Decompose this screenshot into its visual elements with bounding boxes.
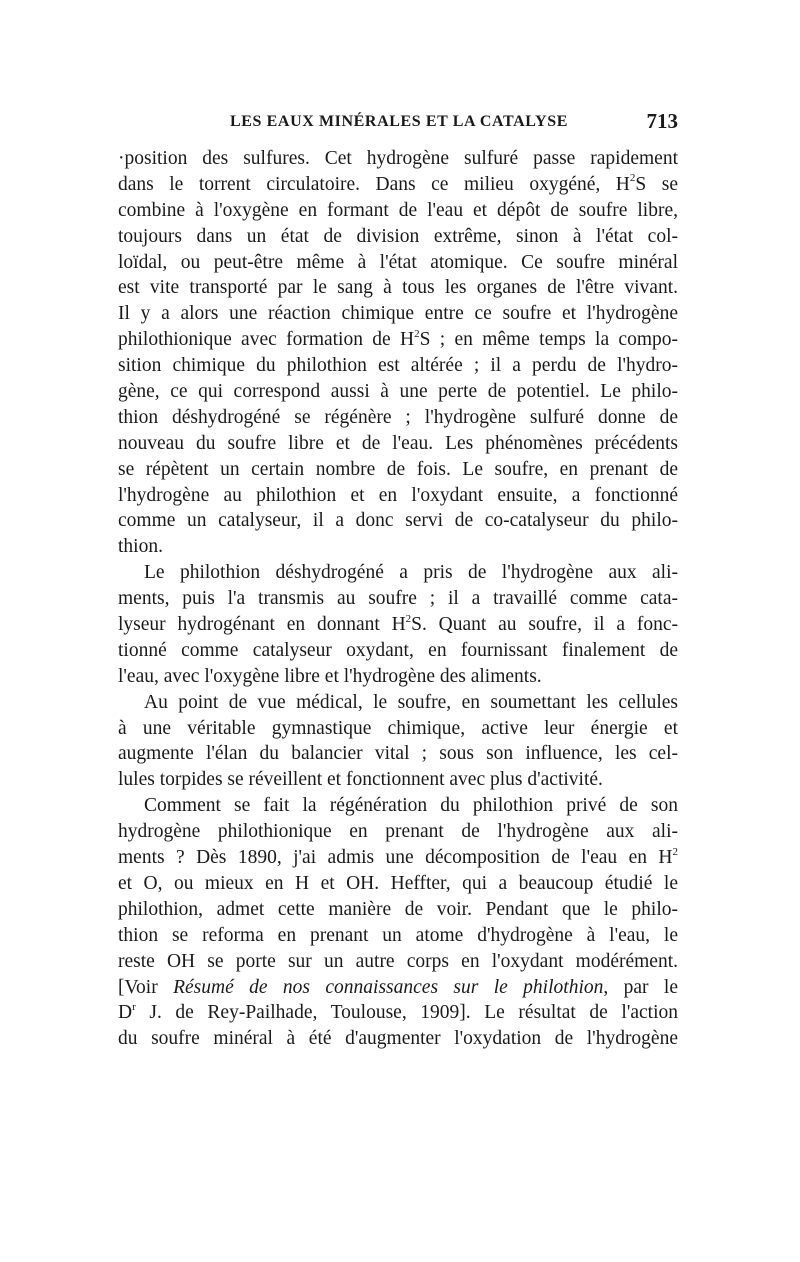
text-line: Il y a alors une réaction chimique entre ce soufre et l'hydrogène: [118, 303, 678, 325]
text-line: comme un catalyseur, il a donc servi de co-catalyseur du philo-: [118, 510, 678, 532]
text-line: thion se reforma en prenant un atome d'hydrogène à l'eau, le: [118, 924, 678, 946]
text-line: reste OH se porte sur un autre corps en l'oxydant modérément.: [118, 950, 678, 972]
text-line: l'hydrogène au philothion et en l'oxydant ensuite, a fonctionné: [118, 484, 678, 506]
text-line: ments ? Dès 1890, j'ai admis une décomposition de l'eau en $H^2$: [118, 845, 678, 869]
text-line: thion déshydrogéné se régénère ; l'hydrogène sulfuré donne de: [118, 406, 678, 428]
page-number: 713: [646, 109, 678, 133]
text-line: augmente l'élan du balancier vital ; sous son influence, les cel-: [118, 743, 678, 765]
text-line: loïdal, ou peut-être même à l'état atomique. Ce soufre minéral: [118, 251, 678, 273]
text-line: l'eau, avec l'oxygène libre et l'hydrogène des aliments.: [118, 665, 542, 687]
text-line: nouveau du soufre libre et de l'eau. Les phénomènes précédents: [118, 432, 678, 454]
text-line: ·position des sulfures. Cet hydrogène sulfuré passe rapidement: [118, 148, 678, 169]
text-line: Au point de vue médical, le soufre, en soumettant les cellules: [144, 691, 678, 713]
text-line: hydrogène philothionique en prenant de l'hydrogène aux ali-: [118, 821, 678, 843]
text-line: ments, puis l'a transmis au soufre ; il a travaillé comme cata-: [118, 588, 678, 610]
text-line: sition chimique du philothion est altérée ; il a perdu de l'hydro-: [118, 355, 678, 377]
text-line: $D^r$ J. de Rey-Pailhade, Toulouse, 1909]. Le résultat de l'action: [118, 1000, 678, 1024]
text-line: combine à l'oxygène en formant de l'eau et dépôt de soufre libre,: [118, 199, 678, 221]
text-line: à une véritable gymnastique chimique, active leur énergie et: [118, 717, 678, 739]
text-line: se répètent un certain nombre de fois. Le soufre, en prenant de: [118, 458, 678, 480]
body-text: [118, 146, 678, 1052]
text-line: lyseur hydrogénant en donnant $H^2S$. Quant au soufre, il a fonc-: [118, 612, 678, 636]
text-line: lules torpides se réveillent et fonctionnent avec plus d'activité.: [118, 769, 603, 791]
text-line: Le philothion déshydrogéné a pris de l'hydrogène aux ali-: [144, 562, 678, 584]
text-line: est vite transporté par le sang à tous les organes de l'être vivant.: [118, 277, 678, 299]
text-line: [Voir Résumé de nos connaissances sur le philothion, par le: [118, 976, 678, 998]
running-title: LES EAUX MINÉRALES ET LA CATALYSE: [230, 113, 568, 130]
text-line: Comment se fait la régénération du philothion privé de son: [144, 795, 678, 817]
text-line: du soufre minéral à été d'augmenter l'oxydation de l'hydrogène: [118, 1028, 678, 1050]
text-line: thion.: [118, 536, 163, 558]
text-line: toujours dans un état de division extrême, sinon à l'état col-: [118, 225, 678, 247]
text-line: philothion, admet cette manière de voir. Pendant que le philo-: [118, 898, 678, 920]
text-line: dans le torrent circulatoire. Dans ce milieu oxygéné, $H^2S$ se: [118, 172, 678, 195]
text-line: et O, ou mieux en H et OH. Heffter, qui a beaucoup étudié le: [118, 872, 678, 894]
text-line: tionné comme catalyseur oxydant, en fournissant finalement de: [118, 639, 678, 661]
text-line: philothionique avec formation de $H^2S$ ; en même temps la compo-: [118, 327, 678, 351]
page-header: [118, 109, 678, 137]
text-line: gène, ce qui correspond aussi à une perte de potentiel. Le philo-: [118, 381, 678, 403]
